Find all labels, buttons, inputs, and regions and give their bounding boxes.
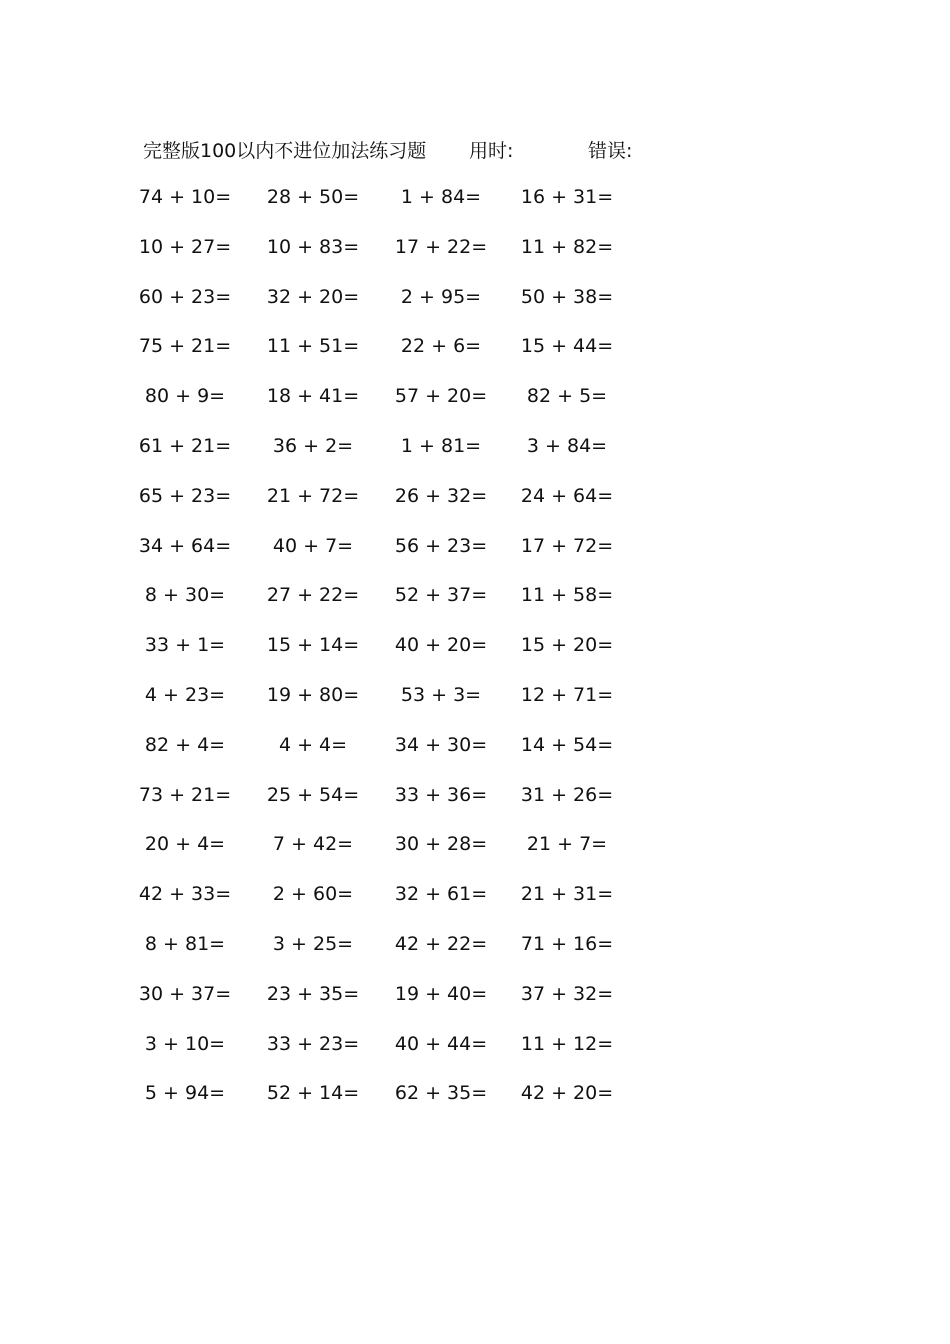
- problem-row: [0, 833, 950, 863]
- problem-item: 31 + 26=: [520, 783, 614, 806]
- problem-item: 3 + 10=: [144, 1032, 226, 1055]
- problem-item: 1 + 81=: [400, 435, 482, 457]
- problem-row: [0, 186, 950, 216]
- problem-item: 56 + 23=: [394, 534, 488, 557]
- problem-item: 11 + 82=: [520, 235, 614, 258]
- problem-row: [0, 1033, 950, 1063]
- problem-row: [0, 883, 950, 913]
- problem-item: 33 + 23=: [266, 1032, 360, 1055]
- problem-item: 15 + 44=: [520, 335, 614, 358]
- problem-item: 37 + 32=: [520, 982, 614, 1005]
- problem-item: 19 + 40=: [394, 982, 488, 1005]
- problem-item: 28 + 50=: [266, 186, 360, 208]
- problem-item: 22 + 6=: [400, 335, 482, 358]
- problem-item: 14 + 54=: [520, 733, 614, 756]
- problem-item: 18 + 41=: [266, 385, 360, 408]
- worksheet-title: 完整版100以内不进位加法练习题: [143, 140, 427, 162]
- problem-row: [0, 535, 950, 565]
- problem-item: 52 + 37=: [394, 584, 488, 607]
- problem-item: 20 + 4=: [144, 833, 226, 856]
- problem-item: 2 + 60=: [272, 883, 354, 906]
- problem-row: [0, 236, 950, 266]
- problem-item: 32 + 61=: [394, 883, 488, 906]
- problem-item: 8 + 30=: [144, 584, 226, 607]
- problem-item: 52 + 14=: [266, 1082, 360, 1105]
- problem-item: 23 + 35=: [266, 982, 360, 1005]
- problem-item: 2 + 95=: [400, 285, 482, 308]
- problem-item: 33 + 1=: [144, 634, 226, 657]
- problem-item: 40 + 20=: [394, 634, 488, 657]
- problem-item: 12 + 71=: [520, 684, 614, 706]
- problem-item: 3 + 25=: [272, 933, 354, 955]
- errors-label: 错误:: [588, 140, 633, 162]
- problem-item: 61 + 21=: [138, 435, 232, 457]
- problem-row: [0, 286, 950, 316]
- problem-row: [0, 584, 950, 614]
- problem-item: 73 + 21=: [138, 783, 232, 806]
- problem-item: 5 + 94=: [144, 1082, 226, 1105]
- problem-item: 30 + 37=: [138, 982, 232, 1005]
- problem-item: 8 + 81=: [144, 933, 226, 955]
- problem-item: 34 + 64=: [138, 534, 232, 557]
- problem-item: 75 + 21=: [138, 335, 232, 358]
- problem-row: [0, 435, 950, 465]
- problem-item: 17 + 72=: [520, 534, 614, 557]
- problem-row: [0, 734, 950, 764]
- problem-row: [0, 634, 950, 664]
- problem-item: 32 + 20=: [266, 285, 360, 308]
- problem-row: [0, 385, 950, 415]
- problem-item: 74 + 10=: [138, 186, 232, 208]
- problem-item: 21 + 7=: [526, 833, 608, 856]
- problem-item: 40 + 7=: [272, 534, 354, 557]
- problem-row: [0, 485, 950, 515]
- problem-row: [0, 1082, 950, 1112]
- problem-item: 57 + 20=: [394, 385, 488, 408]
- problem-item: 71 + 16=: [520, 933, 614, 955]
- problem-item: 21 + 72=: [266, 484, 360, 507]
- problem-item: 10 + 27=: [138, 235, 232, 258]
- problem-item: 10 + 83=: [266, 235, 360, 258]
- problem-item: 11 + 12=: [520, 1032, 614, 1055]
- problem-row: [0, 983, 950, 1013]
- problem-item: 30 + 28=: [394, 833, 488, 856]
- problem-item: 4 + 4=: [278, 733, 348, 756]
- problem-item: 19 + 80=: [266, 684, 360, 706]
- problem-item: 62 + 35=: [394, 1082, 488, 1105]
- problem-item: 24 + 64=: [520, 484, 614, 507]
- problem-item: 27 + 22=: [266, 584, 360, 607]
- problem-item: 60 + 23=: [138, 285, 232, 308]
- problem-item: 82 + 4=: [144, 733, 226, 756]
- problem-item: 53 + 3=: [400, 684, 482, 706]
- problem-item: 34 + 30=: [394, 733, 488, 756]
- problem-item: 3 + 84=: [526, 435, 608, 457]
- time-label: 用时:: [469, 140, 514, 162]
- problem-item: 1 + 84=: [400, 186, 482, 208]
- problem-item: 15 + 20=: [520, 634, 614, 657]
- problem-row: [0, 784, 950, 814]
- problem-item: 11 + 51=: [266, 335, 360, 358]
- problem-item: 42 + 22=: [394, 933, 488, 955]
- problem-item: 21 + 31=: [520, 883, 614, 906]
- problem-item: 17 + 22=: [394, 235, 488, 258]
- problem-item: 7 + 42=: [272, 833, 354, 856]
- problem-item: 16 + 31=: [520, 186, 614, 208]
- problem-item: 26 + 32=: [394, 484, 488, 507]
- problem-item: 50 + 38=: [520, 285, 614, 308]
- problem-row: [0, 335, 950, 365]
- problem-item: 15 + 14=: [266, 634, 360, 657]
- problem-item: 42 + 20=: [520, 1082, 614, 1105]
- problem-row: [0, 684, 950, 714]
- problem-item: 80 + 9=: [144, 385, 226, 408]
- problem-item: 82 + 5=: [526, 385, 608, 408]
- problem-item: 11 + 58=: [520, 584, 614, 607]
- problem-item: 40 + 44=: [394, 1032, 488, 1055]
- problem-item: 42 + 33=: [138, 883, 232, 906]
- problem-item: 25 + 54=: [266, 783, 360, 806]
- problem-item: 33 + 36=: [394, 783, 488, 806]
- problem-item: 65 + 23=: [138, 484, 232, 507]
- problem-item: 36 + 2=: [272, 435, 354, 457]
- problem-item: 4 + 23=: [144, 684, 226, 706]
- problem-row: [0, 933, 950, 963]
